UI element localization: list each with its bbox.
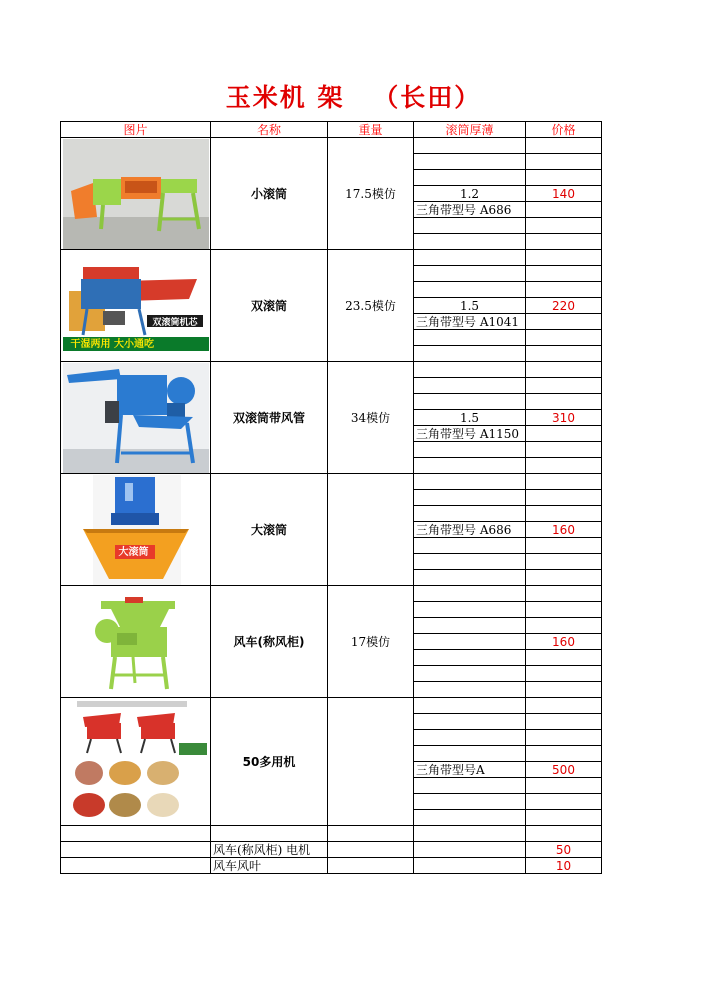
belt-model: 三角带型号 A686: [414, 202, 526, 218]
product-image-cell: [61, 362, 211, 474]
extra-item-name: 风车(称风柜) 电机: [211, 842, 328, 858]
large-drum-machine-image: [63, 475, 209, 585]
belt-model: 三角带型号A: [414, 762, 526, 778]
product-name: 小滚筒: [211, 138, 328, 250]
page-title: [0, 78, 707, 114]
product-image-cell: [61, 138, 211, 250]
product-price: 160: [526, 522, 602, 538]
multi-use-machine-image: [63, 699, 209, 825]
header-name: 名称: [211, 122, 328, 138]
extra-item-price: 10: [526, 858, 602, 874]
product-weight: [328, 474, 414, 586]
product-price: 140: [526, 186, 602, 202]
product-weight: 34模仿: [328, 362, 414, 474]
header-image: 图片: [61, 122, 211, 138]
table-row: [61, 698, 602, 714]
drum-thickness: 1.5: [414, 298, 526, 314]
table-row: [61, 138, 602, 154]
product-weight: 23.5模仿: [328, 250, 414, 362]
product-weight: [328, 698, 414, 826]
product-weight: 17.5模仿: [328, 138, 414, 250]
title-brand: （长田）: [373, 83, 482, 112]
small-drum-machine-image: [63, 139, 209, 249]
drum-thickness: 1.2: [414, 186, 526, 202]
product-image-cell: [61, 586, 211, 698]
belt-model: 三角带型号 A686: [414, 522, 526, 538]
table-row: [61, 586, 602, 602]
table-row: [61, 826, 602, 842]
product-price: 160: [526, 634, 602, 650]
extra-item-name: 风车风叶: [211, 858, 328, 874]
double-drum-air-duct-machine-image: [63, 363, 209, 473]
product-name: 双滚筒带风管: [211, 362, 328, 474]
table-row: [61, 858, 602, 874]
winnower-image: [63, 587, 209, 697]
table-row: [61, 842, 602, 858]
table-header-row: [61, 122, 602, 138]
product-price: 220: [526, 298, 602, 314]
product-name: 风车(称风柜): [211, 586, 328, 698]
product-price: 500: [526, 762, 602, 778]
product-price: 310: [526, 410, 602, 426]
image-caption: 大滚筒: [118, 546, 149, 558]
drum-thickness: 1.5: [414, 410, 526, 426]
product-image-cell: [61, 250, 211, 362]
product-weight: 17模仿: [328, 586, 414, 698]
title-main: 玉米机 架: [225, 83, 345, 112]
double-drum-machine-image: [63, 251, 209, 361]
header-price: 价格: [526, 122, 602, 138]
header-weight: 重量: [328, 122, 414, 138]
extra-item-price: 50: [526, 842, 602, 858]
table-row: [61, 362, 602, 378]
table-row: [61, 250, 602, 266]
product-image-cell: [61, 698, 211, 826]
image-caption-banner: 干湿两用 大小通吃: [70, 338, 154, 350]
product-name: 双滚筒: [211, 250, 328, 362]
product-name: 大滚筒: [211, 474, 328, 586]
image-caption: 双滚筒机芯: [152, 317, 198, 328]
table-row: [61, 474, 602, 490]
header-thickness: 滚筒厚薄: [414, 122, 526, 138]
product-name: 50多用机: [211, 698, 328, 826]
product-table: [60, 121, 602, 874]
belt-model: 三角带型号 A1041: [414, 314, 526, 330]
product-image-cell: [61, 474, 211, 586]
belt-model: 三角带型号 A1150: [414, 426, 526, 442]
